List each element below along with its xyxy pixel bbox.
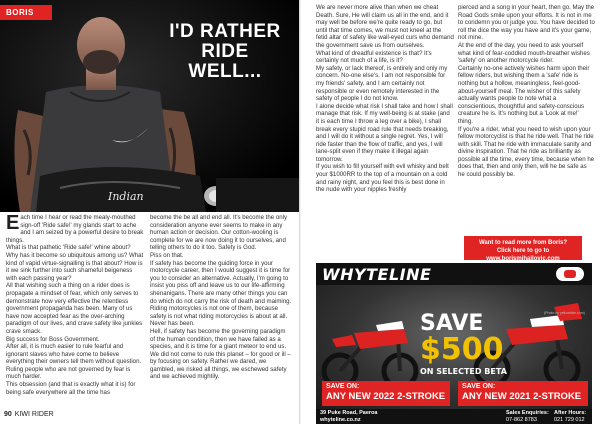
- paragraph: This obsession (and that is exactly what it is) for being safe everywhere all the time has: [6, 381, 136, 396]
- hero-image: [0, 0, 300, 212]
- paragraph: What is that pathetic 'Ride safe!' whine about? Why has it become so ubiquitous among us? What kind of vapid virtue-signalling is that about? How is it we sink further into such shameful beigeness with each passing year?: [6, 244, 144, 282]
- offer-badge-2022: SAVE ON: ANY NEW 2022 2-STROKE: [322, 381, 450, 406]
- after-hours-phone: 021 729 012: [554, 417, 585, 423]
- sales-label: Sales Enquiries:: [506, 410, 549, 416]
- paragraph: If you wish to fill yourself with evil whisky and belt your $1000RR to the top of a mountain on a cold and rainy night, and you feel this is best done in the nude with your nipples freshly: [316, 163, 449, 194]
- paragraph: All that wishing such a thing on a rider does is propagate a mindset of fear, which only serves to demonstrate how very effective the relentless government propaganda has been. Many of us have now accepted fear as the over-arching paradigm of our lives, and crave safety like junkies crave smack.: [6, 282, 143, 335]
- whyteline-advert[interactable]: [316, 263, 592, 424]
- read-more-link[interactable]: [464, 236, 582, 260]
- paragraph: Each time I hear or read the mealy-mouthed sign-off 'Ride safe!' my glands start to ache and I am seized by a powerful desire to break things.: [6, 212, 144, 244]
- paragraph: At the end of the day, you need to ask yourself what kind of fear-coddled mouth-breather wishes 'safety' on another motorcycle rider.: [458, 41, 590, 65]
- photo-credit: (Photo by yellowbike.com): [544, 311, 585, 315]
- paragraph: If safety has become the guiding force in your motorcycle career, then I would suggest it is time for you to consider an alternative. Actually, I'm going to insist you piss off and leave us to our life-affirming shenanigans. There are many other things you can do which do not carry the risk of death and maiming. Riding motorcycles is not one of them, because safety is not what riding motorcycles is about at all. Never has been.: [150, 259, 292, 328]
- paragraph: I alone decide what risk I shall take and how I shall manage that risk. If my well-being is at stake (and it is each time I throw a leg over a bike), I shall break every stupid road rule that needs breaking, and I will do it without a single regret. Yes, I will ride faster than the flow of traffic, and yes, I will lane-split even if they make it illegal again tomorrow.: [316, 102, 453, 163]
- body-column-2: [150, 214, 292, 381]
- save-amount: $500: [420, 332, 504, 367]
- magazine-title: KIWI RIDER: [14, 411, 54, 418]
- paragraph: Big success for Boss Government.: [6, 335, 100, 343]
- drop-cap: E: [6, 212, 20, 234]
- paragraph: Certainly no-one actively wishes harm upon their fellow riders, but wishing them a 'safe' ride is nothing but a hollow, meaningless, feel-good-about-yourself meal. The wisher of this safety actually wants people to note what a conscientious, thoughtful and safety-conscious creature he is. It's nothing but a 'Look at me!' thing.: [458, 64, 590, 125]
- body-column-1: [6, 214, 144, 396]
- dirt-bike-left-icon: [324, 321, 416, 387]
- ad-stage: [316, 285, 592, 409]
- brand-logo: WHYTELINE: [322, 265, 432, 284]
- body-column-4: [458, 4, 595, 179]
- dealer-website[interactable]: whyteline.co.nz: [320, 417, 361, 423]
- page-folio: [4, 411, 54, 418]
- paragraph: Hell, if safety has become the governing paradigm of the human condition, then we have failed as a species, and it is time for a giant meteor to end us. We did not come to rule this planet – for good or ill – by focusing on safety. Rather we dared, we gambled, we risked all things, we eschewed safety and we achieved mightily.: [150, 327, 291, 381]
- body-column-3: [316, 4, 454, 194]
- offer-badge-2021: SAVE ON: ANY NEW 2021 2-STROKE: [458, 381, 588, 406]
- paragraph: We are never more alive than when we cheat Death. Sure, He will claim us all in the end, and it may well be before we're quite ready to go, but until that time comes, we must not kneel at the fetid altar of safety like wall-eyed curs who demand the government save us from ourselves.: [316, 4, 454, 49]
- paragraph: My safety, or lack thereof, is entirely and only my concern. No-one else's. I am not responsible for my friends' safety, and I am certainly not responsible or even remotely interested in the safety of people I do not know.: [316, 64, 448, 103]
- section-tag: BORIS: [0, 5, 52, 20]
- article-headline: [150, 22, 300, 82]
- paragraph: become the be all and end all. It's become the only consideration anyone ever seems to make in any human action or decision. Our cotton-wooling is complete for we are now doing it to ourselves, and telling others to do it too. Safety is God.: [150, 214, 288, 252]
- page-number: 90: [4, 411, 12, 418]
- cta-line-2[interactable]: Click here to go to www.borismihailovic.com: [486, 248, 560, 262]
- ad-header: [316, 263, 592, 285]
- page-gutter: [299, 0, 301, 424]
- after-hours-label: After Hours:: [554, 410, 587, 416]
- headline-line-2: WELL...: [188, 61, 262, 82]
- headline-line-1: I'D RATHER RIDE: [169, 21, 281, 62]
- paragraph: If you're a rider, what you need to wish upon your fellow motorcyclist is that he ride well. That he ride with skill. That he ride with immaculate sanity and divine inspiration. That he ride as brilliantly as possible all the time, every time, because when he does that, then and only then, will he be safe as he could possibly be.: [458, 125, 595, 179]
- beta-logo-icon: [556, 267, 584, 281]
- save-heading: SAVE: [420, 311, 484, 336]
- ad-footer: [316, 409, 592, 424]
- paragraph: After all, it is much easier to rule fearful and ignorant slaves who have come to believe everything their owners tell them without question. Ruling people who are not governed by fear is much harder.: [6, 343, 142, 381]
- paragraph: Piss on that.: [150, 251, 184, 259]
- save-subheading: ON SELECTED BETA: [420, 367, 507, 376]
- svg-text:Indian: Indian: [108, 190, 144, 203]
- paragraph: pierced and a song in your heart, then go. May the Road Gods smile upon your efforts. It is not in me to condemn you or judge you. You have decided to roll the dice the way you have and it's your game, not mine.: [458, 4, 595, 42]
- dealer-address: 39 Puke Road, Paeroa: [320, 410, 378, 416]
- sales-phone: 07-862 8783: [506, 417, 537, 423]
- cta-line-1: Want to read more from Boris?: [478, 240, 568, 246]
- paragraph: What kind of dreadful existence is that? It's certainly not much of a life, is it?: [316, 49, 432, 65]
